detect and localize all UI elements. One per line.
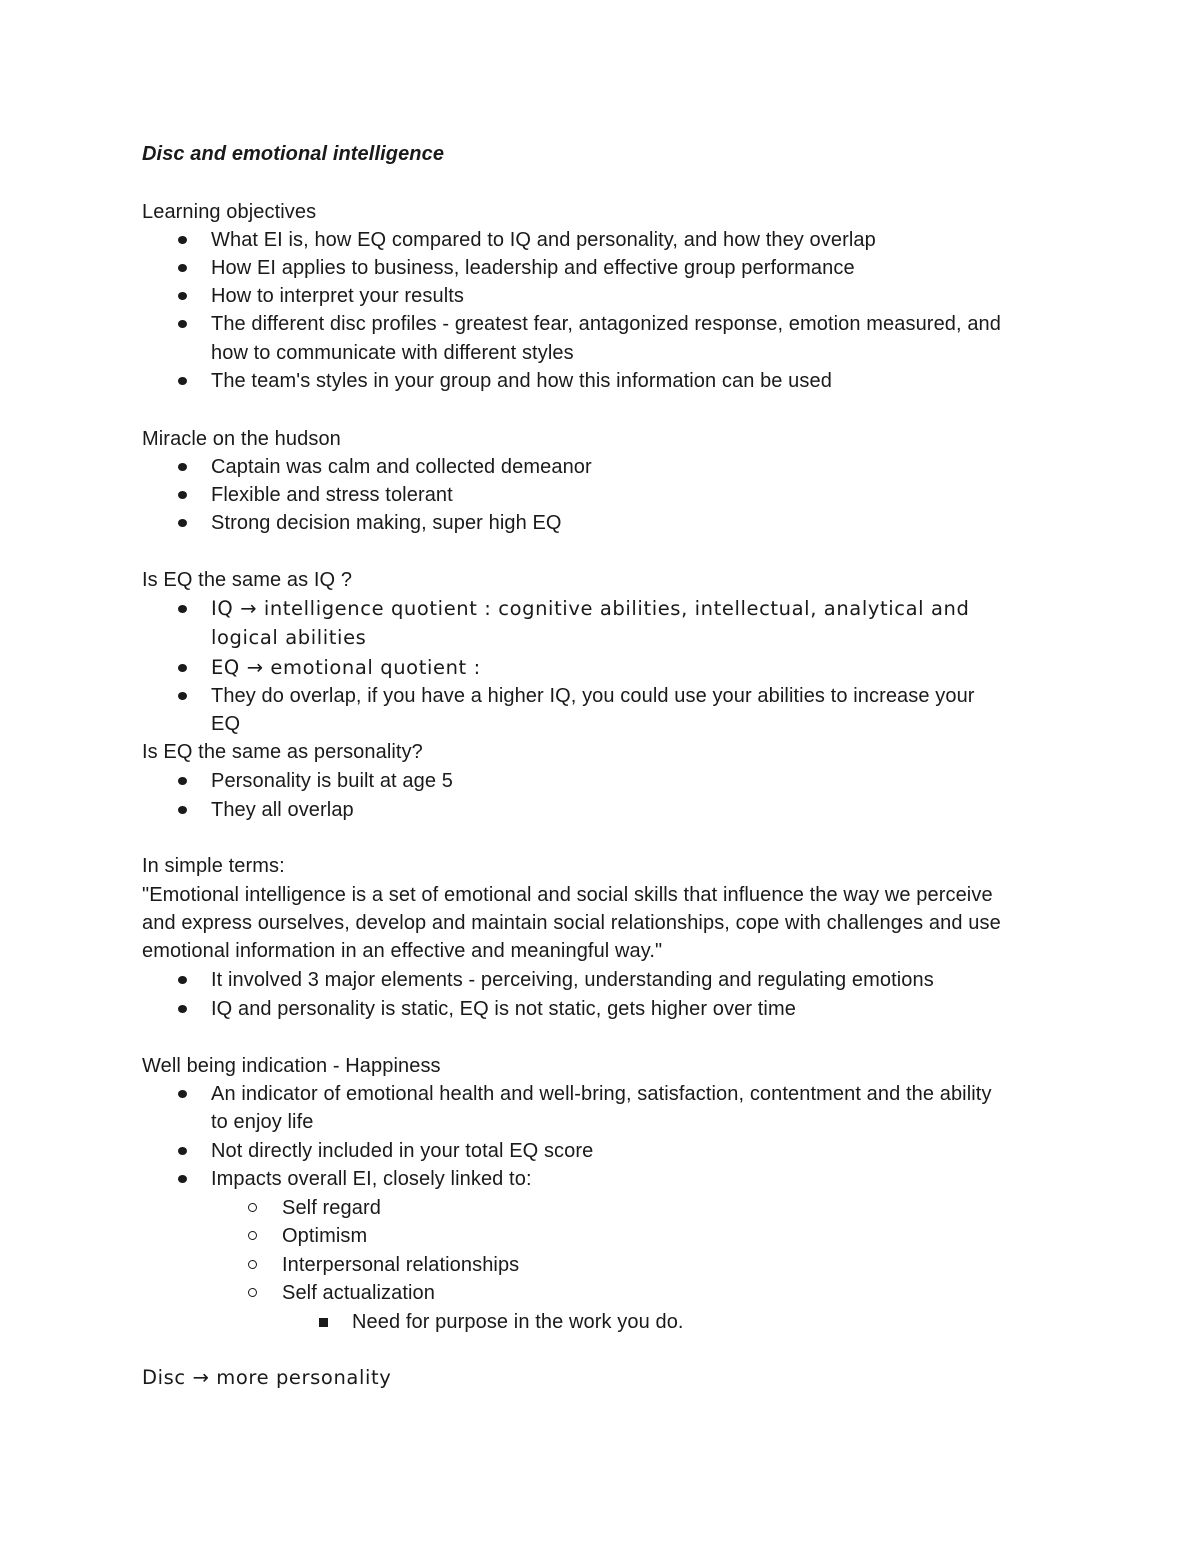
section-heading-wellbeing: Well being indication - Happiness (142, 1055, 441, 1077)
list-item: What EI is, how EQ compared to IQ and personality, and how they overlap (211, 229, 876, 251)
sub-list-item: Self actualization (282, 1282, 436, 1304)
list-item-continuation: EQ (211, 713, 241, 735)
sub-sub-list-item: Need for purpose in the work you do. (352, 1311, 684, 1333)
bullet-icon (178, 463, 187, 471)
list-item: The different disc profiles - greatest fear, antagonized response, emotion measured, and (211, 313, 1002, 335)
bullet-icon (178, 605, 187, 613)
square-bullet-icon (319, 1318, 328, 1327)
list-item: How EI applies to business, leadership and effective group performance (211, 257, 855, 279)
list-item-continuation: logical abilities (211, 626, 367, 649)
bullet-icon (178, 1090, 187, 1098)
quote-line: emotional information in an effective and meaningful way." (142, 940, 663, 962)
bullet-icon (178, 491, 187, 499)
hollow-bullet-icon (248, 1288, 257, 1297)
list-item: They all overlap (211, 799, 354, 821)
bullet-icon (178, 320, 187, 328)
list-item-continuation: how to communicate with different styles (211, 342, 574, 364)
quote-line: "Emotional intelligence is a set of emotional and social skills that influence the way we perceive (142, 884, 993, 906)
section-heading-eq-personality: Is EQ the same as personality? (142, 741, 423, 763)
bullet-icon (178, 1175, 187, 1183)
hollow-bullet-icon (248, 1260, 257, 1269)
bullet-icon (178, 1147, 187, 1155)
hollow-bullet-icon (248, 1231, 257, 1240)
quote-line: and express ourselves, develop and maintain social relationships, cope with challenges and use (142, 912, 1001, 934)
section-heading-simple: In simple terms: (142, 855, 285, 877)
bullet-icon (178, 292, 187, 300)
bullet-icon (178, 236, 187, 244)
list-item: It involved 3 major elements - perceiving, understanding and regulating emotions (211, 969, 934, 991)
sub-list-item: Self regard (282, 1197, 381, 1219)
bullet-icon (178, 692, 187, 700)
bullet-icon (178, 777, 187, 785)
list-item: Not directly included in your total EQ score (211, 1140, 594, 1162)
list-item: Impacts overall EI, closely linked to: (211, 1168, 532, 1190)
bullet-icon (178, 976, 187, 984)
bullet-icon (178, 519, 187, 527)
sub-list-item: Optimism (282, 1225, 368, 1247)
hollow-bullet-icon (248, 1203, 257, 1212)
bullet-icon (178, 1005, 187, 1013)
list-item: IQ and personality is static, EQ is not static, gets higher over time (211, 998, 796, 1020)
list-item: How to interpret your results (211, 285, 464, 307)
list-item: Flexible and stress tolerant (211, 484, 453, 506)
list-item-continuation: to enjoy life (211, 1111, 314, 1133)
bullet-icon (178, 377, 187, 385)
list-item: EQ → emotional quotient : (211, 656, 481, 679)
sub-list-item: Interpersonal relationships (282, 1254, 520, 1276)
bullet-icon (178, 264, 187, 272)
list-item: Captain was calm and collected demeanor (211, 456, 592, 478)
section-heading-disc: Disc → more personality (142, 1366, 392, 1389)
section-heading-hudson: Miracle on the hudson (142, 428, 341, 450)
list-item: IQ → intelligence quotient : cognitive abilities, intellectual, analytical and (211, 597, 970, 620)
list-item: The team's styles in your group and how this information can be used (211, 370, 832, 392)
section-heading-learning: Learning objectives (142, 201, 317, 223)
document-title: Disc and emotional intelligence (142, 143, 445, 165)
list-item: They do overlap, if you have a higher IQ, you could use your abilities to increase your (211, 685, 975, 707)
list-item: An indicator of emotional health and well-bring, satisfaction, contentment and the ability (211, 1083, 992, 1105)
list-item: Personality is built at age 5 (211, 770, 453, 792)
bullet-icon (178, 664, 187, 672)
bullet-icon (178, 806, 187, 814)
list-item: Strong decision making, super high EQ (211, 512, 562, 534)
section-heading-eq-iq: Is EQ the same as IQ ? (142, 569, 353, 591)
